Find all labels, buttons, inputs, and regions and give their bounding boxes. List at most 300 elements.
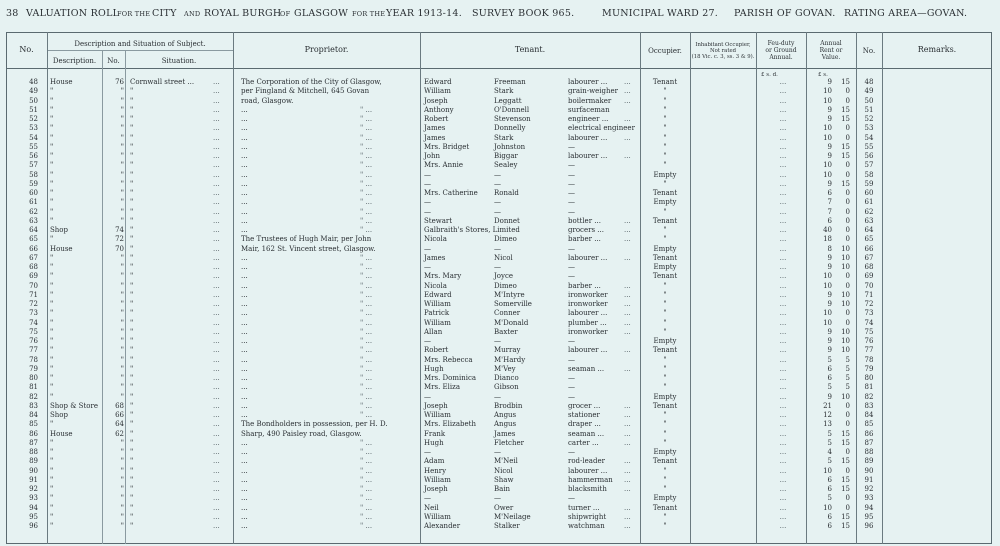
table-row xyxy=(0,189,1000,198)
cell-rno: 62 xyxy=(864,207,874,216)
cell-l: 10 xyxy=(823,87,832,96)
cell-no: 86 xyxy=(29,429,38,438)
cell-l: 9 xyxy=(827,105,832,114)
cell-oc: Empty xyxy=(653,448,677,456)
cell-occ: labourer ... xyxy=(568,78,608,86)
cell-dots: ... xyxy=(213,475,220,484)
cell-fd: ... xyxy=(779,235,787,244)
cell-occ: seaman ... xyxy=(568,429,605,438)
cell-l: 9 xyxy=(827,337,832,345)
cell-no: 67 xyxy=(29,253,38,262)
cell-fd: ... xyxy=(779,281,787,290)
cell-no: 92 xyxy=(29,485,38,493)
cell-no: 84 xyxy=(29,411,38,419)
cell-odots: ... xyxy=(624,512,631,521)
table-row xyxy=(0,365,1000,374)
table-row xyxy=(0,457,1000,466)
cell-pdots: " ... xyxy=(360,392,373,401)
cell-dots: ... xyxy=(213,87,220,96)
col-occupier: Occupier. xyxy=(648,47,682,55)
cell-num: 72 xyxy=(115,235,124,244)
cell-oc: " xyxy=(663,438,667,447)
cell-l: 5 xyxy=(827,438,832,447)
cell-pdots: " ... xyxy=(360,226,373,234)
cell-desc: " xyxy=(50,383,54,392)
heading-part9: YEAR 1913-14. xyxy=(386,8,462,19)
cell-dots: ... xyxy=(213,355,220,364)
cell-fd: ... xyxy=(779,522,787,530)
cell-s: 10 xyxy=(841,290,850,299)
cell-no: 89 xyxy=(29,457,38,466)
cell-pdots: " ... xyxy=(360,133,373,142)
cell-oc: " xyxy=(663,374,667,382)
cell-last: Ronald xyxy=(494,189,519,197)
cell-occ: bottler ... xyxy=(568,216,601,225)
cell-dots: ... xyxy=(213,235,220,244)
municipal-ward: MUNICIPAL WARD 27. xyxy=(602,8,719,19)
table-row xyxy=(0,87,1000,96)
feu-units: £ s. d. xyxy=(761,72,778,78)
cell-s: 15 xyxy=(841,457,850,466)
cell-dots: ... xyxy=(213,327,220,336)
cell-prop: ... xyxy=(241,522,248,530)
cell-s: 5 xyxy=(845,364,850,373)
cell-s: 0 xyxy=(845,281,850,290)
cell-no: 81 xyxy=(29,383,38,392)
cell-first: Stewart xyxy=(424,216,453,225)
cell-first: — xyxy=(424,198,431,207)
table-row xyxy=(0,383,1000,392)
cell-last: Leggatt xyxy=(494,96,522,105)
cell-num: " xyxy=(120,152,124,160)
cell-fd: ... xyxy=(779,179,787,188)
cell-first: — xyxy=(424,263,431,271)
cell-no: 90 xyxy=(29,466,38,475)
cell-prop: ... xyxy=(241,309,248,318)
cell-desc: " xyxy=(50,133,54,142)
cell-prop: The Trustees of Hugh Mair, per John xyxy=(241,235,372,244)
table-row xyxy=(0,143,1000,152)
cell-desc: " xyxy=(50,466,54,475)
cell-sit: " xyxy=(130,401,134,410)
cell-pdots: " ... xyxy=(360,253,373,262)
cell-s: 10 xyxy=(841,253,850,262)
cell-dots: ... xyxy=(213,170,220,179)
cell-s: 15 xyxy=(841,78,850,86)
cell-rno: 96 xyxy=(864,522,874,530)
cell-fd: ... xyxy=(779,318,787,327)
col-rent-2: Rent or xyxy=(819,47,843,54)
cell-pdots: " ... xyxy=(360,374,373,382)
cell-s: 0 xyxy=(845,198,850,207)
cell-num: " xyxy=(120,198,124,207)
cell-desc: " xyxy=(50,216,54,225)
cell-pdots: " ... xyxy=(360,161,373,170)
table-row xyxy=(0,245,1000,254)
cell-sit: " xyxy=(130,105,134,114)
cell-num: " xyxy=(120,466,124,475)
table-row xyxy=(0,180,1000,189)
cell-num: " xyxy=(120,448,124,456)
cell-num: " xyxy=(120,272,124,281)
cell-fd: ... xyxy=(779,355,787,364)
cell-no: 79 xyxy=(29,364,38,373)
cell-num: " xyxy=(120,475,124,484)
cell-fd: ... xyxy=(779,457,787,466)
cell-first: Frank xyxy=(424,429,446,438)
cell-occ: barber ... xyxy=(568,281,601,290)
cell-num: " xyxy=(120,300,124,308)
cell-fd: ... xyxy=(779,420,787,429)
cell-pdots: " ... xyxy=(360,300,373,308)
cell-l: 7 xyxy=(827,207,832,216)
cell-last: Stalker xyxy=(494,522,520,530)
cell-s: 15 xyxy=(841,142,850,151)
heading-part8: FOR THE xyxy=(352,10,386,18)
col-tenant: Tenant. xyxy=(514,45,546,54)
cell-dots: ... xyxy=(213,448,220,456)
cell-rno: 95 xyxy=(864,512,874,521)
cell-dots: ... xyxy=(213,420,220,429)
cell-occ: turner ... xyxy=(568,503,600,512)
cell-l: 5 xyxy=(827,429,832,438)
cell-l: 7 xyxy=(827,198,832,207)
cell-pdots: " ... xyxy=(360,522,373,530)
cell-prop: ... xyxy=(241,374,248,382)
cell-occ: — xyxy=(568,392,575,401)
cell-num: " xyxy=(120,512,124,521)
cell-occ: — xyxy=(568,272,575,281)
cell-last: Angus xyxy=(494,411,517,419)
cell-prop: ... xyxy=(241,355,248,364)
cell-odots: ... xyxy=(624,457,631,466)
cell-rno: 76 xyxy=(864,337,874,345)
cell-rno: 69 xyxy=(864,272,874,281)
cell-sit: " xyxy=(130,374,134,382)
cell-oc: Empty xyxy=(653,337,677,345)
cell-odots: ... xyxy=(624,115,631,123)
cell-sit: " xyxy=(130,485,134,493)
cell-sit: " xyxy=(130,179,134,188)
cell-pdots: " ... xyxy=(360,485,373,493)
cell-oc: " xyxy=(663,355,667,364)
cell-num: " xyxy=(120,364,124,373)
cell-l: 10 xyxy=(823,503,832,512)
cell-desc: " xyxy=(50,420,54,429)
cell-sit: " xyxy=(130,198,134,207)
cell-rno: 58 xyxy=(864,170,874,179)
cell-dots: ... xyxy=(213,457,220,466)
cell-num: " xyxy=(120,485,124,493)
cell-fd: ... xyxy=(779,309,787,318)
cell-pdots: " ... xyxy=(360,142,373,151)
cell-s: 0 xyxy=(845,466,850,475)
cell-first: Adam xyxy=(424,457,445,466)
cell-oc: " xyxy=(663,124,667,133)
cell-fd: ... xyxy=(779,494,787,503)
cell-desc: " xyxy=(50,87,54,96)
cell-no: 93 xyxy=(29,494,38,503)
cell-s: 15 xyxy=(841,105,850,114)
cell-rno: 81 xyxy=(864,383,874,392)
cell-fd: ... xyxy=(779,374,787,382)
cell-desc: " xyxy=(50,115,54,123)
cell-desc: " xyxy=(50,96,54,105)
cell-dots: ... xyxy=(213,263,220,271)
cell-odots: ... xyxy=(624,411,631,419)
col-feu-2: or Ground xyxy=(765,47,797,54)
cell-dots: ... xyxy=(213,309,220,318)
cell-fd: ... xyxy=(779,448,787,456)
cell-oc: Empty xyxy=(653,244,677,253)
cell-oc: Tenant xyxy=(652,253,678,262)
cell-num: " xyxy=(120,142,124,151)
cell-s: 0 xyxy=(845,272,850,281)
parish: PARISH OF GOVAN. xyxy=(734,8,836,19)
cell-last: Conner xyxy=(494,309,521,318)
cell-num: " xyxy=(120,124,124,133)
cell-oc: " xyxy=(663,420,667,429)
cell-occ: labourer ... xyxy=(568,346,608,355)
cell-rno: 87 xyxy=(864,438,874,447)
table-row xyxy=(0,272,1000,281)
cell-oc: " xyxy=(663,281,667,290)
cell-desc: " xyxy=(50,374,54,382)
cell-s: 0 xyxy=(845,161,850,170)
cell-odots: ... xyxy=(624,309,631,318)
cell-odots: ... xyxy=(624,466,631,475)
cell-pdots: " ... xyxy=(360,281,373,290)
cell-pdots: " ... xyxy=(360,457,373,466)
cell-no: 68 xyxy=(29,263,38,271)
cell-occ: engineer ... xyxy=(568,115,609,123)
cell-prop: ... xyxy=(241,152,248,160)
cell-first: Nicola xyxy=(424,281,447,290)
cell-sit: " xyxy=(130,337,134,345)
cell-s: 0 xyxy=(845,170,850,179)
cell-occ: grain-weigher xyxy=(568,87,618,96)
cell-prop: ... xyxy=(241,392,248,401)
cell-last: Sealey xyxy=(494,161,518,170)
cell-prop: ... xyxy=(241,300,248,308)
cell-prop: ... xyxy=(241,179,248,188)
col-inhabitant-1: Inhabitant Occupier, xyxy=(695,42,751,48)
cell-desc: Shop xyxy=(50,411,68,419)
table-row xyxy=(0,402,1000,411)
cell-rno: 60 xyxy=(864,189,874,197)
cell-desc: " xyxy=(50,327,54,336)
cell-rno: 90 xyxy=(864,466,874,475)
cell-prop: ... xyxy=(241,503,248,512)
cell-oc: " xyxy=(663,383,667,392)
cell-num: " xyxy=(120,189,124,197)
page-number: 38 xyxy=(6,8,19,19)
cell-prop: ... xyxy=(241,216,248,225)
table-row xyxy=(0,439,1000,448)
cell-dots: ... xyxy=(213,438,220,447)
cell-s: 0 xyxy=(845,318,850,327)
cell-first: Robert xyxy=(424,346,449,355)
cell-rno: 71 xyxy=(864,290,874,299)
cell-fd: ... xyxy=(779,364,787,373)
cell-dots: ... xyxy=(213,207,220,216)
cell-dots: ... xyxy=(213,142,220,151)
cell-desc: " xyxy=(50,522,54,530)
cell-dots: ... xyxy=(213,337,220,345)
cell-rno: 61 xyxy=(864,198,874,207)
table-row xyxy=(0,374,1000,383)
cell-fd: ... xyxy=(779,337,787,345)
cell-pdots: " ... xyxy=(360,355,373,364)
cell-l: 9 xyxy=(827,300,832,308)
cell-occ: — xyxy=(568,383,575,392)
cell-prop: ... xyxy=(241,142,248,151)
cell-dots: ... xyxy=(213,244,220,253)
cell-first: Neil xyxy=(424,503,439,512)
cell-no: 83 xyxy=(29,401,38,410)
cell-dots: ... xyxy=(213,300,220,308)
cell-sit: " xyxy=(130,466,134,475)
cell-pdots: " ... xyxy=(360,466,373,475)
cell-last: Freeman xyxy=(494,78,526,86)
cell-first: Joseph xyxy=(424,96,448,105)
cell-oc: " xyxy=(663,96,667,105)
cell-s: 15 xyxy=(841,179,850,188)
cell-l: 9 xyxy=(827,78,832,86)
cell-last: O'Donnell xyxy=(494,105,530,114)
cell-l: 6 xyxy=(827,522,832,530)
table-row xyxy=(0,254,1000,263)
cell-pdots: " ... xyxy=(360,115,373,123)
cell-pdots: " ... xyxy=(360,401,373,410)
cell-fd: ... xyxy=(779,198,787,207)
cell-pdots: " ... xyxy=(360,105,373,114)
cell-last: Dianco xyxy=(494,374,519,382)
cell-prop: Sharp, 490 Paisley road, Glasgow. xyxy=(241,429,362,438)
cell-fd: ... xyxy=(779,142,787,151)
cell-desc: " xyxy=(50,152,54,160)
cell-s: 10 xyxy=(841,263,850,271)
cell-oc: " xyxy=(663,235,667,244)
cell-s: 0 xyxy=(845,235,850,244)
cell-sit: " xyxy=(130,87,134,96)
cell-dots: ... xyxy=(213,429,220,438)
cell-first: Nicola xyxy=(424,235,447,244)
cell-fd: ... xyxy=(779,466,787,475)
cell-fd: ... xyxy=(779,115,787,123)
cell-desc: " xyxy=(50,494,54,503)
cell-occ: ironworker xyxy=(568,327,608,336)
cell-no: 96 xyxy=(29,522,38,530)
cell-prop: ... xyxy=(241,124,248,133)
cell-no: 80 xyxy=(29,374,38,382)
cell-dots: ... xyxy=(213,78,220,86)
cell-no: 58 xyxy=(29,170,38,179)
cell-occ: — xyxy=(568,161,575,170)
cell-num: 74 xyxy=(115,226,124,234)
cell-sit: " xyxy=(130,420,134,429)
cell-fd: ... xyxy=(779,78,787,86)
cell-num: " xyxy=(120,96,124,105)
cell-l: 10 xyxy=(823,124,832,133)
cell-sit: " xyxy=(130,253,134,262)
cell-pdots: " ... xyxy=(360,503,373,512)
cell-occ: surfaceman xyxy=(568,105,610,114)
cell-prop: ... xyxy=(241,411,248,419)
cell-oc: " xyxy=(663,364,667,373)
heading-part4: AND xyxy=(184,10,201,18)
col-no2: No. xyxy=(107,57,120,65)
cell-last: — xyxy=(494,337,501,345)
cell-desc: " xyxy=(50,124,54,133)
cell-rno: 75 xyxy=(864,327,874,336)
cell-first: William xyxy=(424,475,451,484)
cell-first: Hugh xyxy=(424,438,444,447)
table-row xyxy=(0,430,1000,439)
cell-fd: ... xyxy=(779,161,787,170)
cell-sit: " xyxy=(130,115,134,123)
cell-s: 15 xyxy=(841,485,850,493)
cell-no: 48 xyxy=(29,78,38,86)
cell-rno: 91 xyxy=(864,475,874,484)
heading-part6: OF xyxy=(280,10,291,18)
heading-part1: VALUATION ROLL xyxy=(26,8,120,19)
cell-prop: ... xyxy=(241,364,248,373)
cell-pdots: " ... xyxy=(360,216,373,225)
cell-sit: " xyxy=(130,327,134,336)
cell-prop: ... xyxy=(241,346,248,355)
cell-dots: ... xyxy=(213,161,220,170)
cell-last: Brodbin xyxy=(494,401,523,410)
cell-occ: seaman ... xyxy=(568,364,605,373)
cell-l: 9 xyxy=(827,253,832,262)
cell-first: Alexander xyxy=(424,522,461,530)
cell-prop: ... xyxy=(241,263,248,271)
cell-oc: Tenant xyxy=(652,272,678,281)
cell-no: 73 xyxy=(29,309,38,318)
cell-rno: 63 xyxy=(864,216,874,225)
cell-desc: Shop xyxy=(50,226,68,234)
cell-first: — xyxy=(424,448,431,456)
cell-dots: ... xyxy=(213,152,220,160)
cell-last: Stark xyxy=(494,87,514,96)
cell-oc: " xyxy=(663,207,667,216)
cell-pdots: " ... xyxy=(360,411,373,419)
cell-s: 0 xyxy=(845,309,850,318)
table-row xyxy=(0,291,1000,300)
cell-oc: " xyxy=(663,429,667,438)
cell-sit: " xyxy=(130,124,134,133)
cell-oc: " xyxy=(663,105,667,114)
cell-occ: — xyxy=(568,244,575,253)
cell-rno: 50 xyxy=(864,96,874,105)
cell-prop: ... xyxy=(241,170,248,179)
cell-first: Henry xyxy=(424,466,447,475)
cell-pdots: " ... xyxy=(360,494,373,503)
cell-sit: " xyxy=(130,392,134,401)
cell-l: 12 xyxy=(823,411,832,419)
cell-first: Mrs. Mary xyxy=(424,272,462,281)
cell-num: " xyxy=(120,327,124,336)
table-row xyxy=(0,235,1000,244)
cell-occ: carter ... xyxy=(568,438,599,447)
cell-rno: 94 xyxy=(864,503,874,512)
cell-s: 10 xyxy=(841,327,850,336)
cell-pdots: " ... xyxy=(360,346,373,355)
cell-pdots: " ... xyxy=(360,512,373,521)
cell-fd: ... xyxy=(779,392,787,401)
cell-rno: 86 xyxy=(864,429,874,438)
